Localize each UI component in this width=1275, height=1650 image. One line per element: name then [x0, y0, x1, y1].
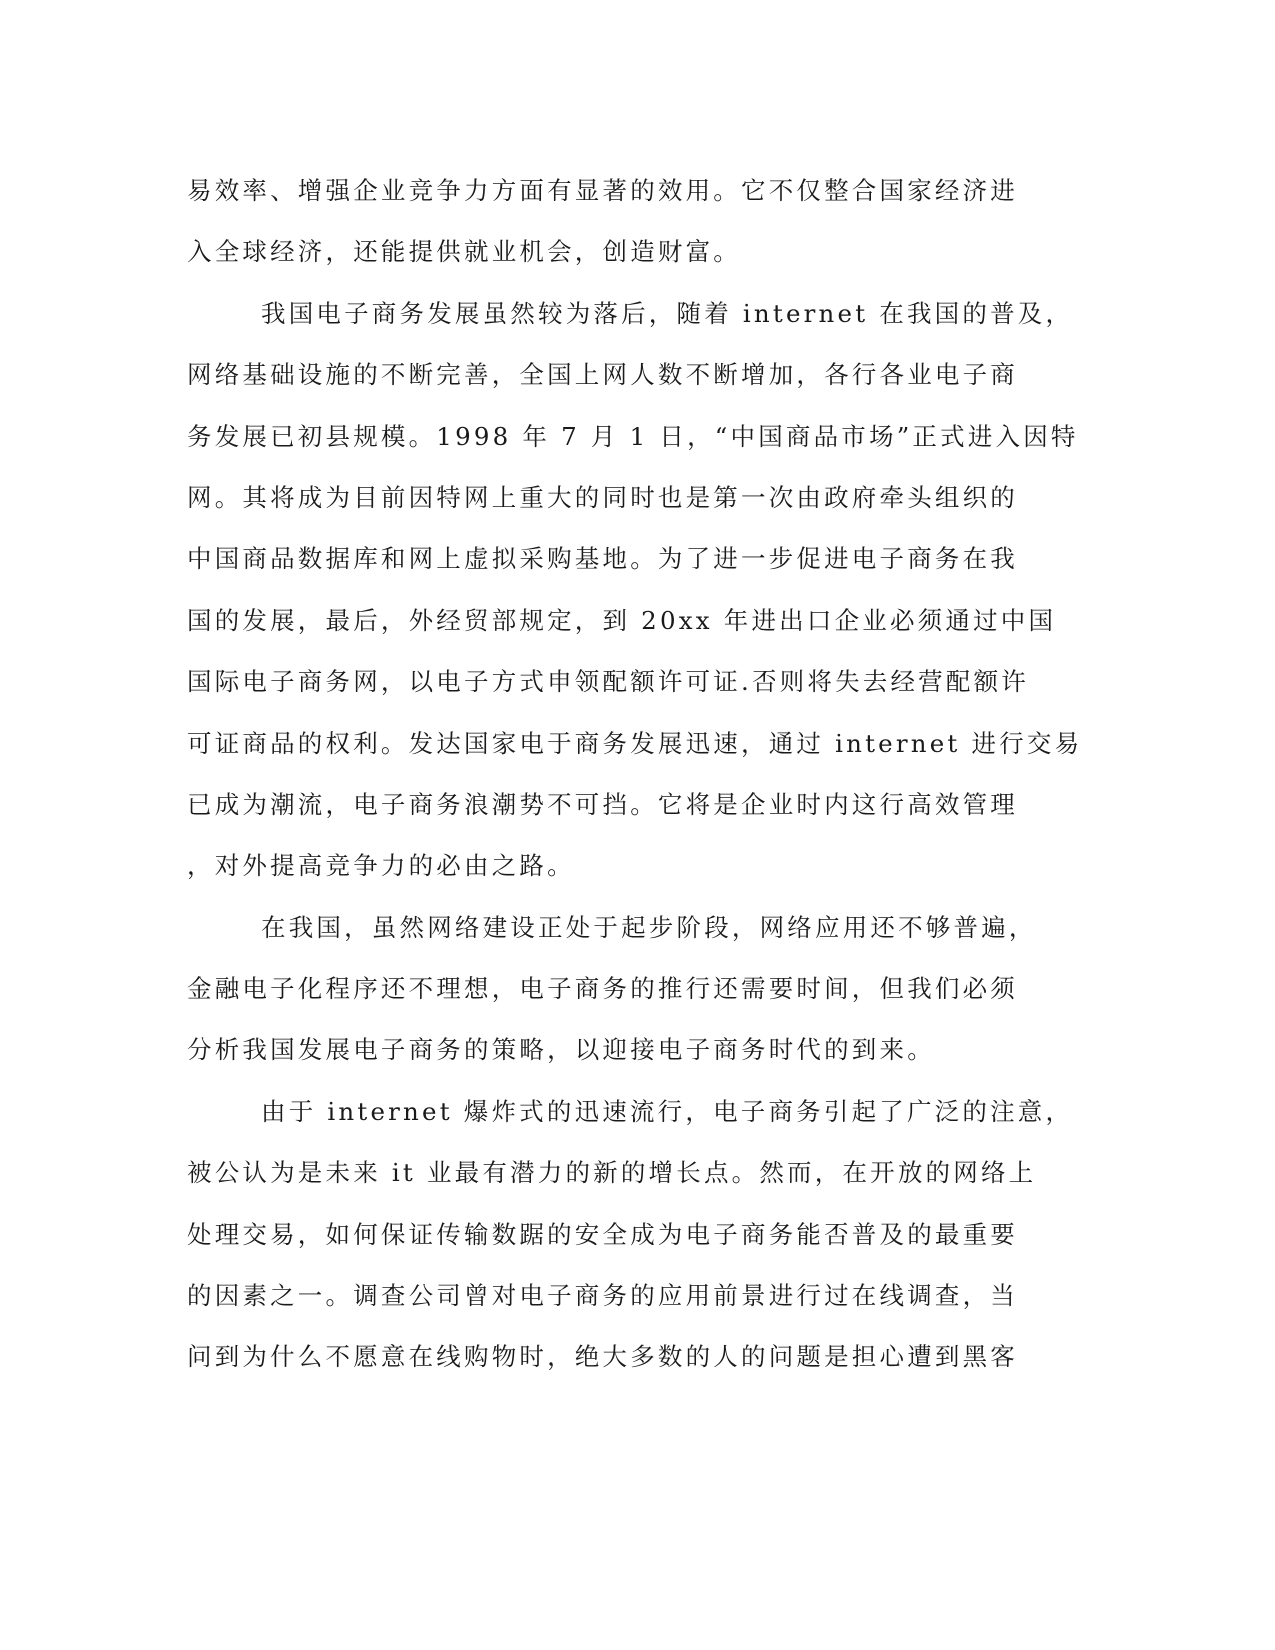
- text-line: 国际电子商务网，以电子方式申领配额许可证.否则将失去经营配额许: [187, 667, 1029, 697]
- text-line: 被公认为是未来 it 业最有潜力的新的增长点。然而，在开放的网络上: [187, 1158, 1037, 1188]
- text-line: 处理交易，如何保证传输数踞的安全成为电子商务能否普及的最重要: [187, 1219, 1018, 1249]
- text-line: ，对外提高竞争力的必由之路。: [187, 851, 575, 881]
- text-line: 易效率、增强企业竞争力方面有显著的效用。它不仅整合国家经济进: [187, 176, 1018, 205]
- text-line: 中国商品数据库和网上虚拟采购基地。为了进一步促进电子商务在我: [187, 544, 1018, 574]
- paragraph-start-line: 在我国，虽然网络建设正处于起步阶段，网络应用还不够普遍，: [261, 912, 1037, 942]
- text-line: 问到为什么不愿意在线购物时，绝大多数的人的问题是担心遭到黑客: [187, 1342, 1018, 1372]
- text-line: 务发展已初县规模。1998 年 7 月 1 日，“中国商品市场”正式进入因特: [187, 421, 1079, 451]
- text-line: 可证商品的权利。发达国家电于商务发展迅速，通过 internet 进行交易: [187, 728, 1083, 758]
- text-line: 已成为潮流，电子商务浪潮势不可挡。它将是企业时内这行高效管理: [187, 789, 1018, 819]
- paragraph-start-line: 由于 internet 爆炸式的迅速流行，电子商务引起了广泛的注意，: [261, 1096, 1074, 1126]
- text-line: 国的发展，最后，外经贸部规定，到 20xx 年进出口企业必须通过中国: [187, 605, 1057, 635]
- text-line: 入全球经济，还能提供就业机会，创造财富。: [187, 237, 741, 267]
- text-line: 网络基础设施的不断完善，全国上网人数不断增加，各行各业电子商: [187, 360, 1018, 390]
- text-line: 金融电子化程序还不理想，电子商务的推行还需要时间，但我们必须: [187, 974, 1018, 1004]
- text-line: 网。其将成为目前因特网上重大的同时也是第一次由政府牵头组织的: [187, 482, 1018, 512]
- paragraph-start-line: 我国电子商务发展虽然较为落后，随着 internet 在我国的普及，: [261, 298, 1074, 328]
- text-line: 的因素之一。调查公司曾对电子商务的应用前景进行过在线调查，当: [187, 1281, 1018, 1311]
- body-text: [187, 160, 1083, 1388]
- text-line: 分析我国发展电子商务的策略，以迎接电子商务时代的到来。: [187, 1035, 935, 1065]
